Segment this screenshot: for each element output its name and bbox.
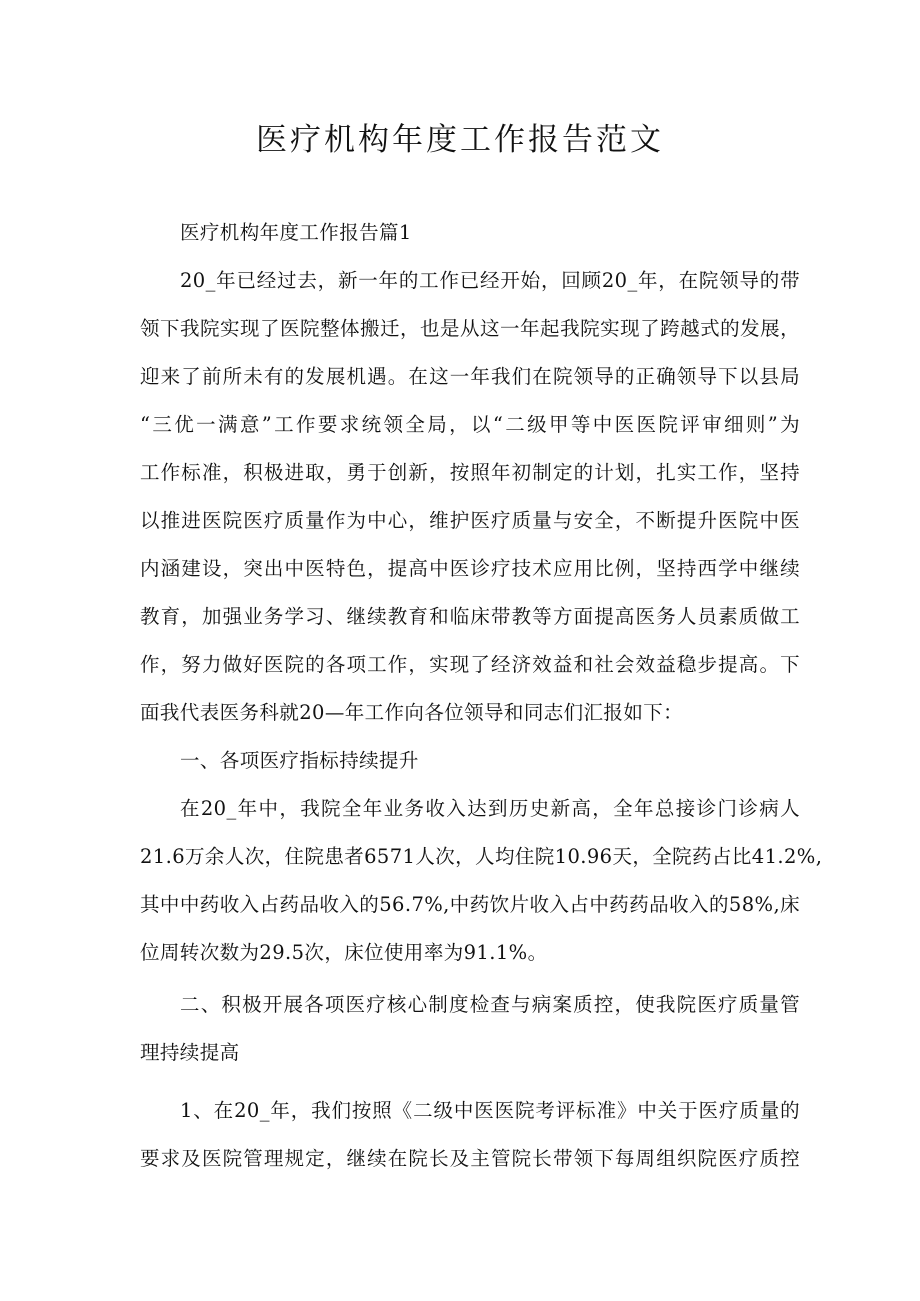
paragraph-line: 20_年已经过去，新一年的工作已经开始，回顾20_年，在院领导的带 [180,269,800,292]
paragraph-line: 面我代表医务科就20—年工作向各位领导和同志们汇报如下： [140,701,684,724]
paragraph-line: 要求及医院管理规定，继续在院长及主管院长带领下每周组织院医疗质控 [140,1147,800,1170]
section-heading: 理持续提高 [140,1041,240,1064]
paragraph-line: 迎来了前所未有的发展机遇。在这一年我们在院领导的正确领导下以县局 [140,365,800,388]
section-heading: 一、各项医疗指标持续提升 [180,749,419,772]
section-heading: 医疗机构年度工作报告篇1 [180,221,412,244]
paragraph-line: 教育，加强业务学习、继续教育和临床带教等方面提高医务人员素质做工 [140,605,800,628]
paragraph-line: 在20_年中，我院全年业务收入达到历史新高，全年总接诊门诊病人 [180,797,800,820]
paragraph-line: 位周转次数为29.5次，床位使用率为91.1%。 [140,941,548,964]
paragraph-line: 工作标准，积极进取，勇于创新，按照年初制定的计划，扎实工作，坚持 [140,461,800,484]
paragraph-line: 以推进医院医疗质量作为中心，维护医疗质量与安全，不断提升医院中医 [140,509,800,532]
paragraph-line: 1、在20_年，我们按照《二级中医医院考评标准》中关于医疗质量的 [180,1099,800,1122]
paragraph-line: “三优一满意”工作要求统领全局，以“二级甲等中医医院评审细则”为 [140,413,800,436]
paragraph-line: 其中中药收入占药品收入的56.7%,中药饮片收入占中药药品收入的58%,床 [140,893,800,916]
paragraph-line: 领下我院实现了医院整体搬迁，也是从这一年起我院实现了跨越式的发展， [140,317,800,340]
paragraph-line: 内涵建设，突出中医特色，提高中医诊疗技术应用比例，坚持西学中继续 [140,557,800,580]
paragraph-line: 作，努力做好医院的各项工作，实现了经济效益和社会效益稳步提高。下 [140,653,800,676]
document-title: 医疗机构年度工作报告范文 [256,122,664,158]
section-heading: 二、积极开展各项医疗核心制度检查与病案质控，使我院医疗质量管 [180,993,800,1016]
paragraph-line: 21.6万余人次，住院患者6571人次，人均住院10.96天，全院药占比41.2%, [140,845,823,868]
